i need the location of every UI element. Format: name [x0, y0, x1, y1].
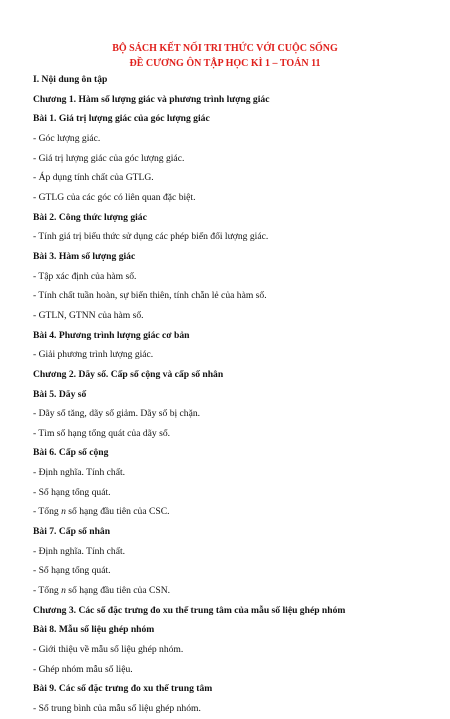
lesson-heading: Bài 5. Dãy số — [33, 388, 87, 400]
series-title: BỘ SÁCH KẾT NỐI TRI THỨC VỚI CUỘC SỐNG — [112, 43, 338, 54]
list-item — [33, 502, 433, 522]
list-item-text: - Tổng — [33, 585, 62, 597]
list-item: - Tính chất tuần hoàn, sự biến thiên, tính chẵn lẻ của hàm số. — [33, 290, 267, 302]
lesson-heading: Bài 2. Công thức lượng giác — [33, 211, 147, 223]
list-item: - Tính giá trị biểu thức sử dụng các phép biến đổi lượng giác. — [33, 231, 269, 243]
list-item-text: - Tổng — [33, 506, 62, 518]
chapter-heading: Chương 3. Các số đặc trưng đo xu thế trung tâm của mẫu số liệu ghép nhóm — [33, 604, 346, 616]
list-item: - Tìm số hạng tổng quát của dãy số. — [33, 427, 171, 439]
list-item: - Giới thiệu về mẫu số liệu ghép nhóm. — [33, 644, 184, 656]
list-item: - Giải phương trình lượng giác. — [33, 349, 154, 361]
lesson-heading: Bài 6. Cấp số cộng — [33, 447, 109, 459]
lesson-heading: Bài 7. Cấp số nhân — [33, 526, 111, 538]
list-item: - Định nghĩa. Tính chất. — [33, 467, 126, 479]
list-item: - Số trung bình của mẫu số liệu ghép nhóm. — [33, 703, 201, 714]
list-item: - Dãy số tăng, dãy số giảm. Dãy số bị chặn. — [33, 408, 201, 420]
list-item: - Giá trị lượng giác của góc lượng giác. — [33, 152, 185, 164]
list-item-text: số hạng đầu tiên của CSN. — [65, 585, 171, 597]
section-heading: I. Nội dung ôn tập — [33, 74, 108, 85]
list-item: - Số hạng tổng quát. — [33, 486, 111, 498]
list-item: - Góc lượng giác. — [33, 132, 101, 144]
document-title-block — [0, 41, 450, 71]
chapter-heading: Chương 2. Dãy số. Cấp số cộng và cấp số nhân — [33, 368, 224, 380]
lesson-heading: Bài 9. Các số đặc trưng đo xu thế trung tâm — [33, 683, 213, 695]
math-variable: n — [61, 506, 66, 518]
list-item: - Số hạng tổng quát. — [33, 565, 111, 577]
list-item-text: số hạng đầu tiên của CSC. — [65, 506, 170, 518]
lesson-heading: Bài 3. Hàm số lượng giác — [33, 250, 136, 262]
list-item — [33, 581, 433, 601]
lesson-heading: Bài 4. Phương trình lượng giác cơ bản — [33, 329, 190, 341]
list-item: - Tập xác định của hàm số. — [33, 270, 137, 282]
chapter-heading: Chương 1. Hàm số lượng giác và phương trình lượng giác — [33, 93, 270, 105]
list-item: - GTLG của các góc có liên quan đặc biệt. — [33, 191, 196, 203]
list-item: - Áp dụng tính chất của GTLG. — [33, 172, 154, 184]
lesson-heading: Bài 1. Giá trị lượng giác của góc lượng giác — [33, 113, 210, 125]
document-title: ĐỀ CƯƠNG ÔN TẬP HỌC KÌ 1 – TOÁN 11 — [129, 58, 321, 69]
math-variable: n — [61, 585, 66, 597]
list-item: - GTLN, GTNN của hàm số. — [33, 309, 144, 321]
document-body — [33, 70, 433, 719]
list-item: - Ghép nhóm mẫu số liệu. — [33, 663, 133, 675]
lesson-heading: Bài 8. Mẫu số liệu ghép nhóm — [33, 624, 155, 636]
list-item: - Định nghĩa. Tính chất. — [33, 545, 126, 557]
